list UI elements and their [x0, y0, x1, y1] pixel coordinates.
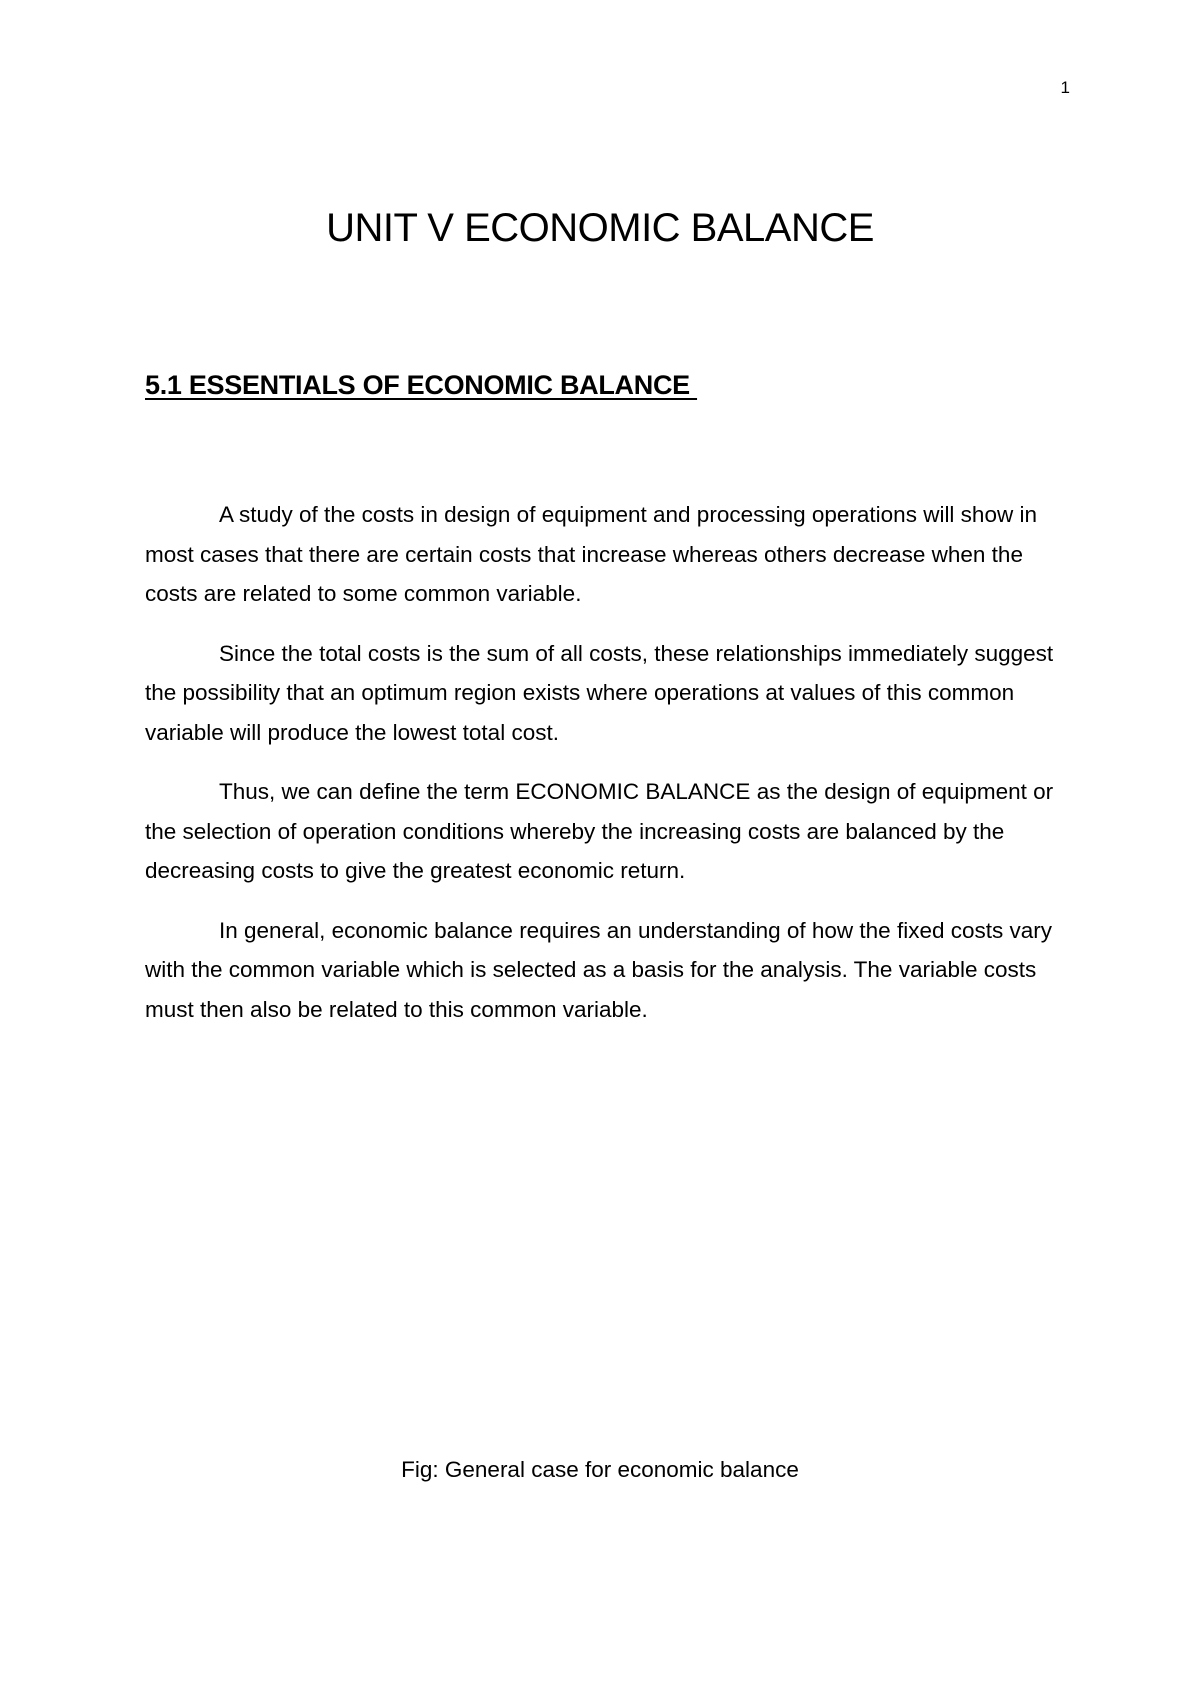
body-text [145, 495, 1070, 1049]
paragraph-3: Thus, we can define the term ECONOMIC BALANCE as the design of equipment or the selection of operation conditions whereby the increasing costs are balanced by the decreasing costs to give the greatest economic return. [145, 779, 1054, 883]
figure-caption: Fig: General case for economic balance [401, 1457, 799, 1482]
page-number: 1 [1060, 78, 1070, 97]
section-heading: 5.1 ESSENTIALS OF ECONOMIC BALANCE [145, 370, 698, 400]
paragraph-2: Since the total costs is the sum of all costs, these relationships immediately suggest the possibility that an optimum region exists where operations at values of this common variable will produce the lowest total cost. [145, 640, 1054, 745]
paragraph-4: In general, economic balance requires an understanding of how the fixed costs vary with the common variable which is selected as a basis for the analysis. The variable costs must then also be related to this common variable. [145, 917, 1052, 1022]
document-title: UNIT V ECONOMIC BALANCE [326, 206, 874, 250]
paragraph-1: A study of the costs in design of equipment and processing operations will show in most cases that there are certain costs that increase whereas others decrease when the costs are related to some common variable. [145, 502, 1037, 606]
